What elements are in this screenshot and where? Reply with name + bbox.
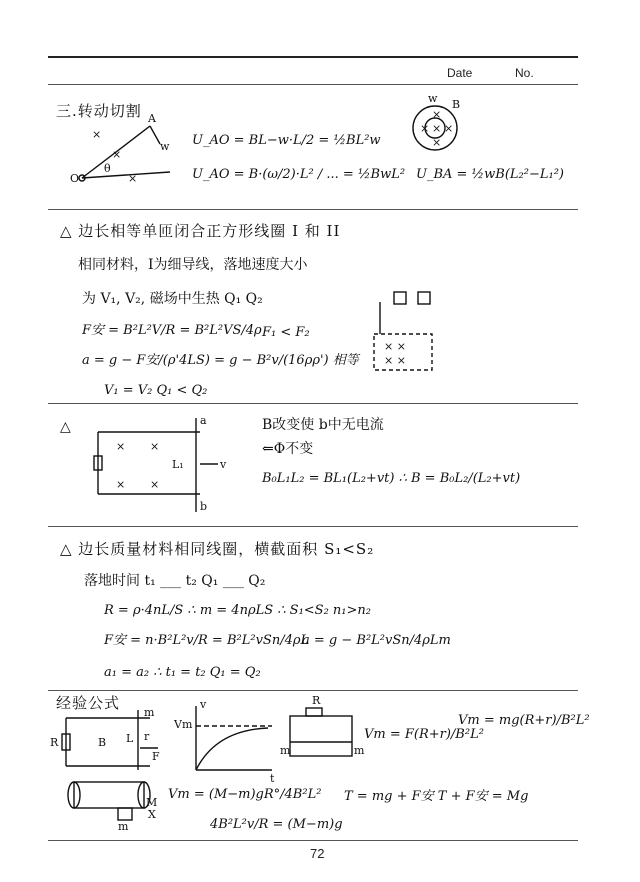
svg-text:×: × xyxy=(444,122,454,135)
section1-eq1: U_AO = BL−w·L/2 = ½BL²w xyxy=(192,133,381,148)
section5-title: 经验公式 xyxy=(56,694,121,712)
circuit-label-m: m xyxy=(144,706,155,719)
graph-label-v: v xyxy=(200,698,207,711)
section2-eq-accel: a = g − F安/(ρ'4LS) = g − B²v/(16ρρ') 相等 xyxy=(82,353,359,368)
svg-text:×: × xyxy=(112,148,122,161)
svg-text:× ×: × × xyxy=(384,340,406,353)
section2-line2: 为 V₁, V₂, 磁场中生热 Q₁ Q₂ xyxy=(82,291,263,307)
svg-text:×: × xyxy=(150,440,160,453)
svg-text:×: × xyxy=(432,136,442,149)
number-label: No. xyxy=(515,66,534,80)
section4-eq-r: R = ρ·4nL/S ∴ m = 4nρLS ∴ S₁<S₂ n₁>n₂ xyxy=(104,603,371,618)
section3-note2: ⇐Φ不变 xyxy=(262,441,314,457)
svg-text:×: × xyxy=(116,478,126,491)
rail-label-v: v xyxy=(220,458,227,471)
section3-equation: B₀L₁L₂ = BL₁(L₂+vt) ∴ B = B₀L₂/(L₂+vt) xyxy=(262,471,521,486)
circuit-label-r: R xyxy=(50,736,59,749)
circuit-label-l: L xyxy=(126,732,134,745)
section5-eq-tension: T = mg + F安 T + F安 = Mg xyxy=(344,789,529,804)
svg-text:×: × xyxy=(420,122,430,135)
fig-label-w: w xyxy=(160,140,170,153)
rotating-rod-diagram xyxy=(70,112,170,185)
section3-title: △ xyxy=(60,419,71,435)
graph-label-t: t xyxy=(270,772,275,785)
fig-label-theta: θ xyxy=(104,162,111,175)
section5-eq-last: 4B²L²v/R = (M−m)g xyxy=(210,817,343,832)
frame-mass-diagram xyxy=(280,694,365,757)
svg-text:×: × xyxy=(116,440,126,453)
pulley-label-x: X xyxy=(148,808,156,821)
section3-note1: B改变使 b中无电流 xyxy=(262,417,384,433)
circuit-label-b: B xyxy=(98,736,107,749)
svg-text:×: × xyxy=(432,122,442,135)
date-label: Date xyxy=(447,66,473,80)
section2-line1: 相同材料，I为细导线，落地速度大小 xyxy=(78,257,308,273)
svg-text:×: × xyxy=(150,478,160,491)
section4-line1: 落地时间 t₁ ___ t₂ Q₁ ___ Q₂ xyxy=(84,573,266,589)
pulley-label-m: M xyxy=(146,796,158,809)
rail-label-l1: L₁ xyxy=(172,458,184,471)
section4-result: a₁ = a₂ ∴ t₁ = t₂ Q₁ = Q₂ xyxy=(104,665,261,680)
rail-label-b: b xyxy=(200,500,208,513)
disk-label-b: B xyxy=(452,98,461,111)
section5-eq-vm3: Vm = (M−m)gR°/4B²L² xyxy=(168,787,322,802)
graph-label-vm: Vm xyxy=(174,718,193,731)
pulley-diagram xyxy=(68,782,157,833)
rail-circuit-diagram xyxy=(94,414,227,513)
section2-eq-force-compare: F₁ < F₂ xyxy=(262,325,310,340)
circuit-label-f: F xyxy=(152,750,160,763)
section2-title: △ 边长相等单匝闭合正方形线圈 I 和 II xyxy=(60,222,341,240)
svg-text:×: × xyxy=(92,128,102,141)
svg-text:×: × xyxy=(432,108,442,121)
section4-eq-a: a = g − B²L²vSn/4ρLm xyxy=(302,633,451,648)
fig-label-o: O xyxy=(70,172,80,185)
section2-eq-force: F安 = B²L²V/R = B²L²VS/4ρ xyxy=(82,323,262,338)
section1-title: 三.转动切割 xyxy=(56,102,142,120)
section1-eq2: U_AO = B·(ω/2)·L² / ... = ½BwL² xyxy=(192,167,406,182)
fig-label-a: A xyxy=(148,112,156,125)
svg-text:× ×: × × xyxy=(384,354,406,367)
disk-label-w: w xyxy=(428,92,438,105)
frame-label-m: m xyxy=(280,744,291,757)
svg-text:×: × xyxy=(128,172,138,185)
page-number: 72 xyxy=(310,846,325,861)
circuit-label-r-small: r xyxy=(144,730,150,743)
frame-label-m-right: m xyxy=(354,744,365,757)
section4-title: △ 边长质量材料相同线圈，横截面积 S₁<S₂ xyxy=(60,540,375,558)
section5-eq-vm2: Vm = mg(R+r)/B²L² xyxy=(458,713,590,728)
section5-eq-vm1: Vm = F(R+r)/B²L² xyxy=(364,727,484,742)
section1-eq3: U_BA = ½wB(L₂²−L₁²) xyxy=(416,167,564,182)
empirical-circuit-diagram xyxy=(50,706,160,770)
rotating-disk-diagram xyxy=(413,92,460,150)
coil-fall-diagram xyxy=(374,292,432,370)
velocity-time-graph xyxy=(173,698,275,785)
pulley-label-mass: m xyxy=(118,820,129,833)
section4-eq-f: F安 = n·B²L²v/R = B²L²vSn/4ρL xyxy=(104,633,310,648)
section2-result: V₁ = V₂ Q₁ < Q₂ xyxy=(104,383,208,398)
frame-label-r: R xyxy=(312,694,321,707)
rail-label-a: a xyxy=(200,414,207,427)
